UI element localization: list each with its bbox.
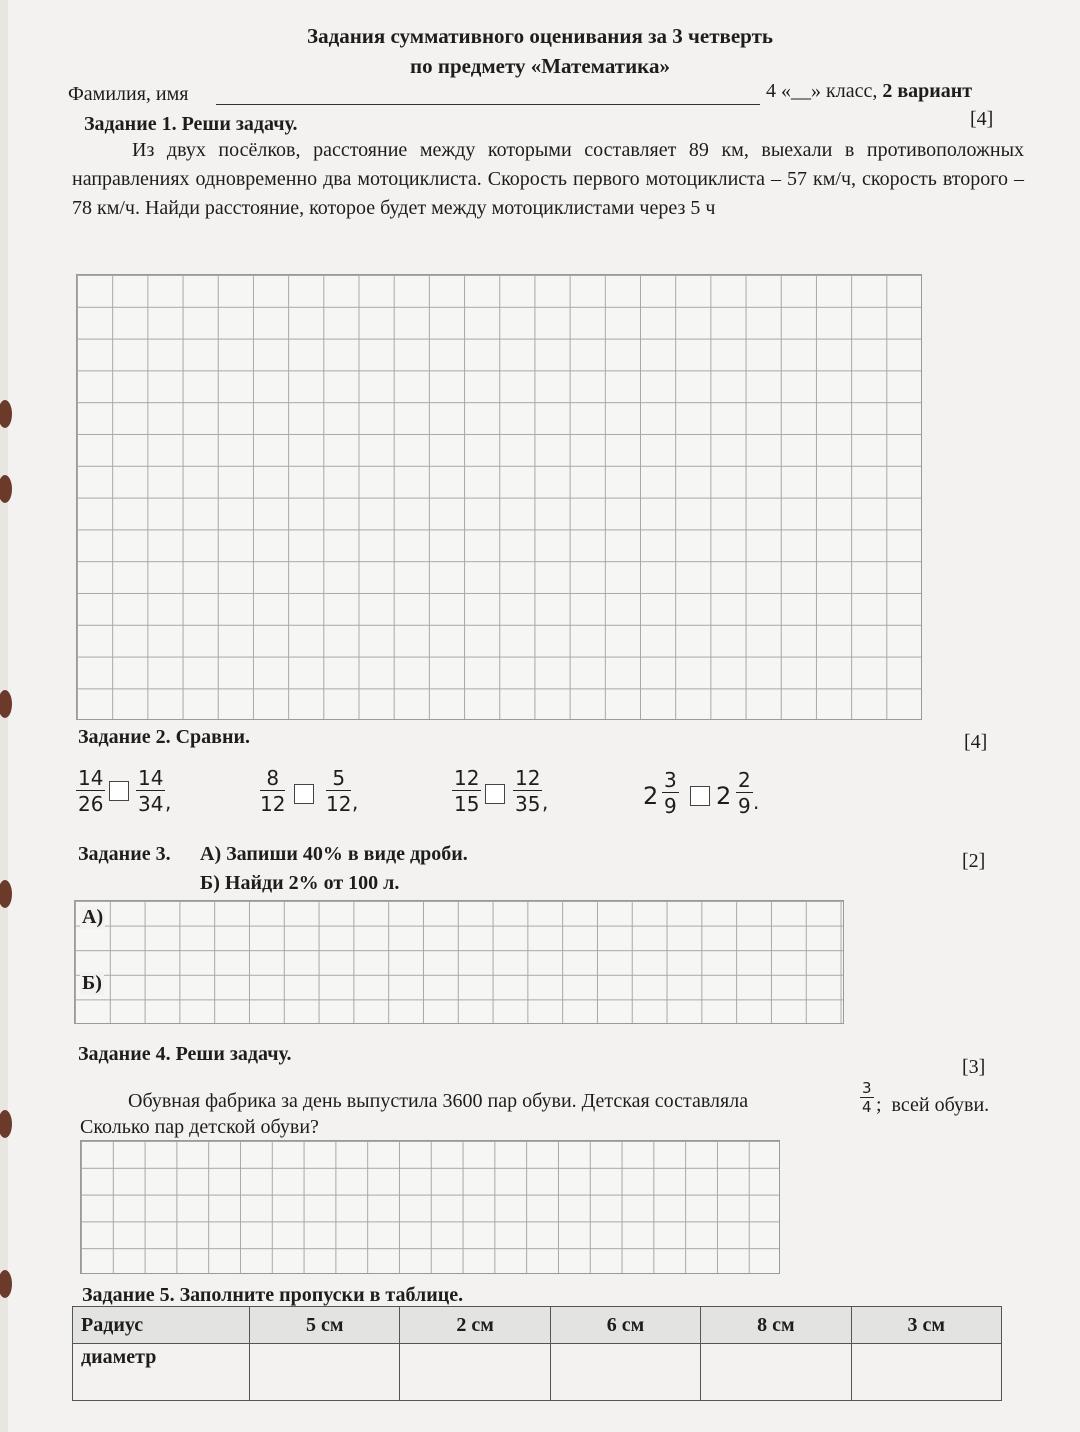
task1-text: Из двух посёлков, расстояние между которыми составляет 89 км, выехали в противоположных направлениях одновременно два мотоциклиста. Скорость первого мотоциклиста – 57 км/ч, скорость второго – 78 км/ч. Найди расстояние, которое будет между мотоциклистами через 5 ч (72, 139, 1024, 219)
compare-box[interactable] (690, 786, 710, 806)
fraction: $\frac{12}{15}$ (454, 766, 480, 816)
radius-label: Радиус (73, 1307, 250, 1344)
task4-text-after: ; всей обуви. (876, 1094, 990, 1116)
diameter-cell[interactable] (851, 1344, 1001, 1401)
name-label: Фамилия, имя (68, 83, 189, 105)
task4-score: [3] (962, 1056, 986, 1078)
fraction: $\frac{14}{34}$ (138, 766, 164, 816)
task1-heading: Задание 1. Реши задачу. (84, 113, 298, 135)
radius-value: 3 см (851, 1307, 1001, 1344)
task1-score: [4] (970, 108, 994, 130)
task3-part-a: А) Запиши 40% в виде дроби. (200, 843, 468, 865)
task2-heading: Задание 2. Сравни. (78, 726, 251, 748)
variant-label: 2 вариант (882, 80, 973, 102)
task4-heading: Задание 4. Реши задачу. (78, 1043, 292, 1065)
table-row (73, 1344, 1002, 1401)
class-field (766, 80, 972, 103)
radius-value: 6 см (550, 1307, 700, 1344)
task4-answer-grid[interactable] (80, 1140, 780, 1274)
name-underline[interactable] (216, 104, 760, 105)
task3-score: [2] (962, 850, 986, 872)
separator: , (542, 790, 549, 814)
diameter-label: диаметр (73, 1344, 250, 1401)
separator: . (753, 790, 760, 814)
fraction: $\frac{5}{12}$ (326, 766, 352, 816)
diameter-cell[interactable] (400, 1344, 550, 1401)
diameter-cell[interactable] (250, 1344, 400, 1401)
task4-question: Сколько пар детской обуви? (80, 1116, 319, 1138)
page-title-line1: Задания суммативного оценивания за 3 четверть (307, 24, 773, 48)
diameter-cell[interactable] (701, 1344, 851, 1401)
whole-number: 2 (643, 782, 659, 810)
compare-box[interactable] (294, 784, 314, 804)
fraction: $\frac{8}{12}$ (260, 766, 286, 816)
table-row (73, 1307, 1002, 1344)
fraction: $\frac{12}{35}$ (515, 766, 541, 816)
fraction: $\frac{2}{9}$ (738, 768, 751, 818)
task3-part-b: Б) Найди 2% от 100 л. (200, 872, 400, 894)
task3-heading: Задание 3. (78, 843, 171, 865)
separator: , (165, 790, 172, 814)
radius-value: 2 см (400, 1307, 550, 1344)
task4-text-before: Обувная фабрика за день выпустила 3600 пар обуви. Детская составляла (128, 1090, 749, 1112)
fraction: $\frac{3}{9}$ (664, 768, 677, 818)
radius-diameter-table (72, 1306, 1002, 1401)
task3-answer-grid[interactable] (74, 900, 844, 1024)
compare-box[interactable] (485, 784, 505, 804)
task3-label-a: А) (82, 906, 104, 928)
page-title-line2: по предмету «Математика» (410, 54, 670, 78)
class-text: 4 «__» класс, (766, 80, 878, 102)
diameter-cell[interactable] (550, 1344, 700, 1401)
task4-fraction: $\frac{3}{4}$ (862, 1079, 872, 1116)
whole-number: 2 (716, 782, 732, 810)
separator: , (352, 790, 359, 814)
task2-score: [4] (964, 731, 988, 753)
task3-label-b: Б) (82, 972, 102, 994)
fraction: $\frac{14}{26}$ (78, 766, 104, 816)
radius-value: 8 см (701, 1307, 851, 1344)
radius-value: 5 см (250, 1307, 400, 1344)
task1-answer-grid[interactable] (76, 274, 922, 720)
compare-box[interactable] (109, 781, 129, 801)
task5-heading: Задание 5. Заполните пропуски в таблице. (82, 1284, 464, 1306)
